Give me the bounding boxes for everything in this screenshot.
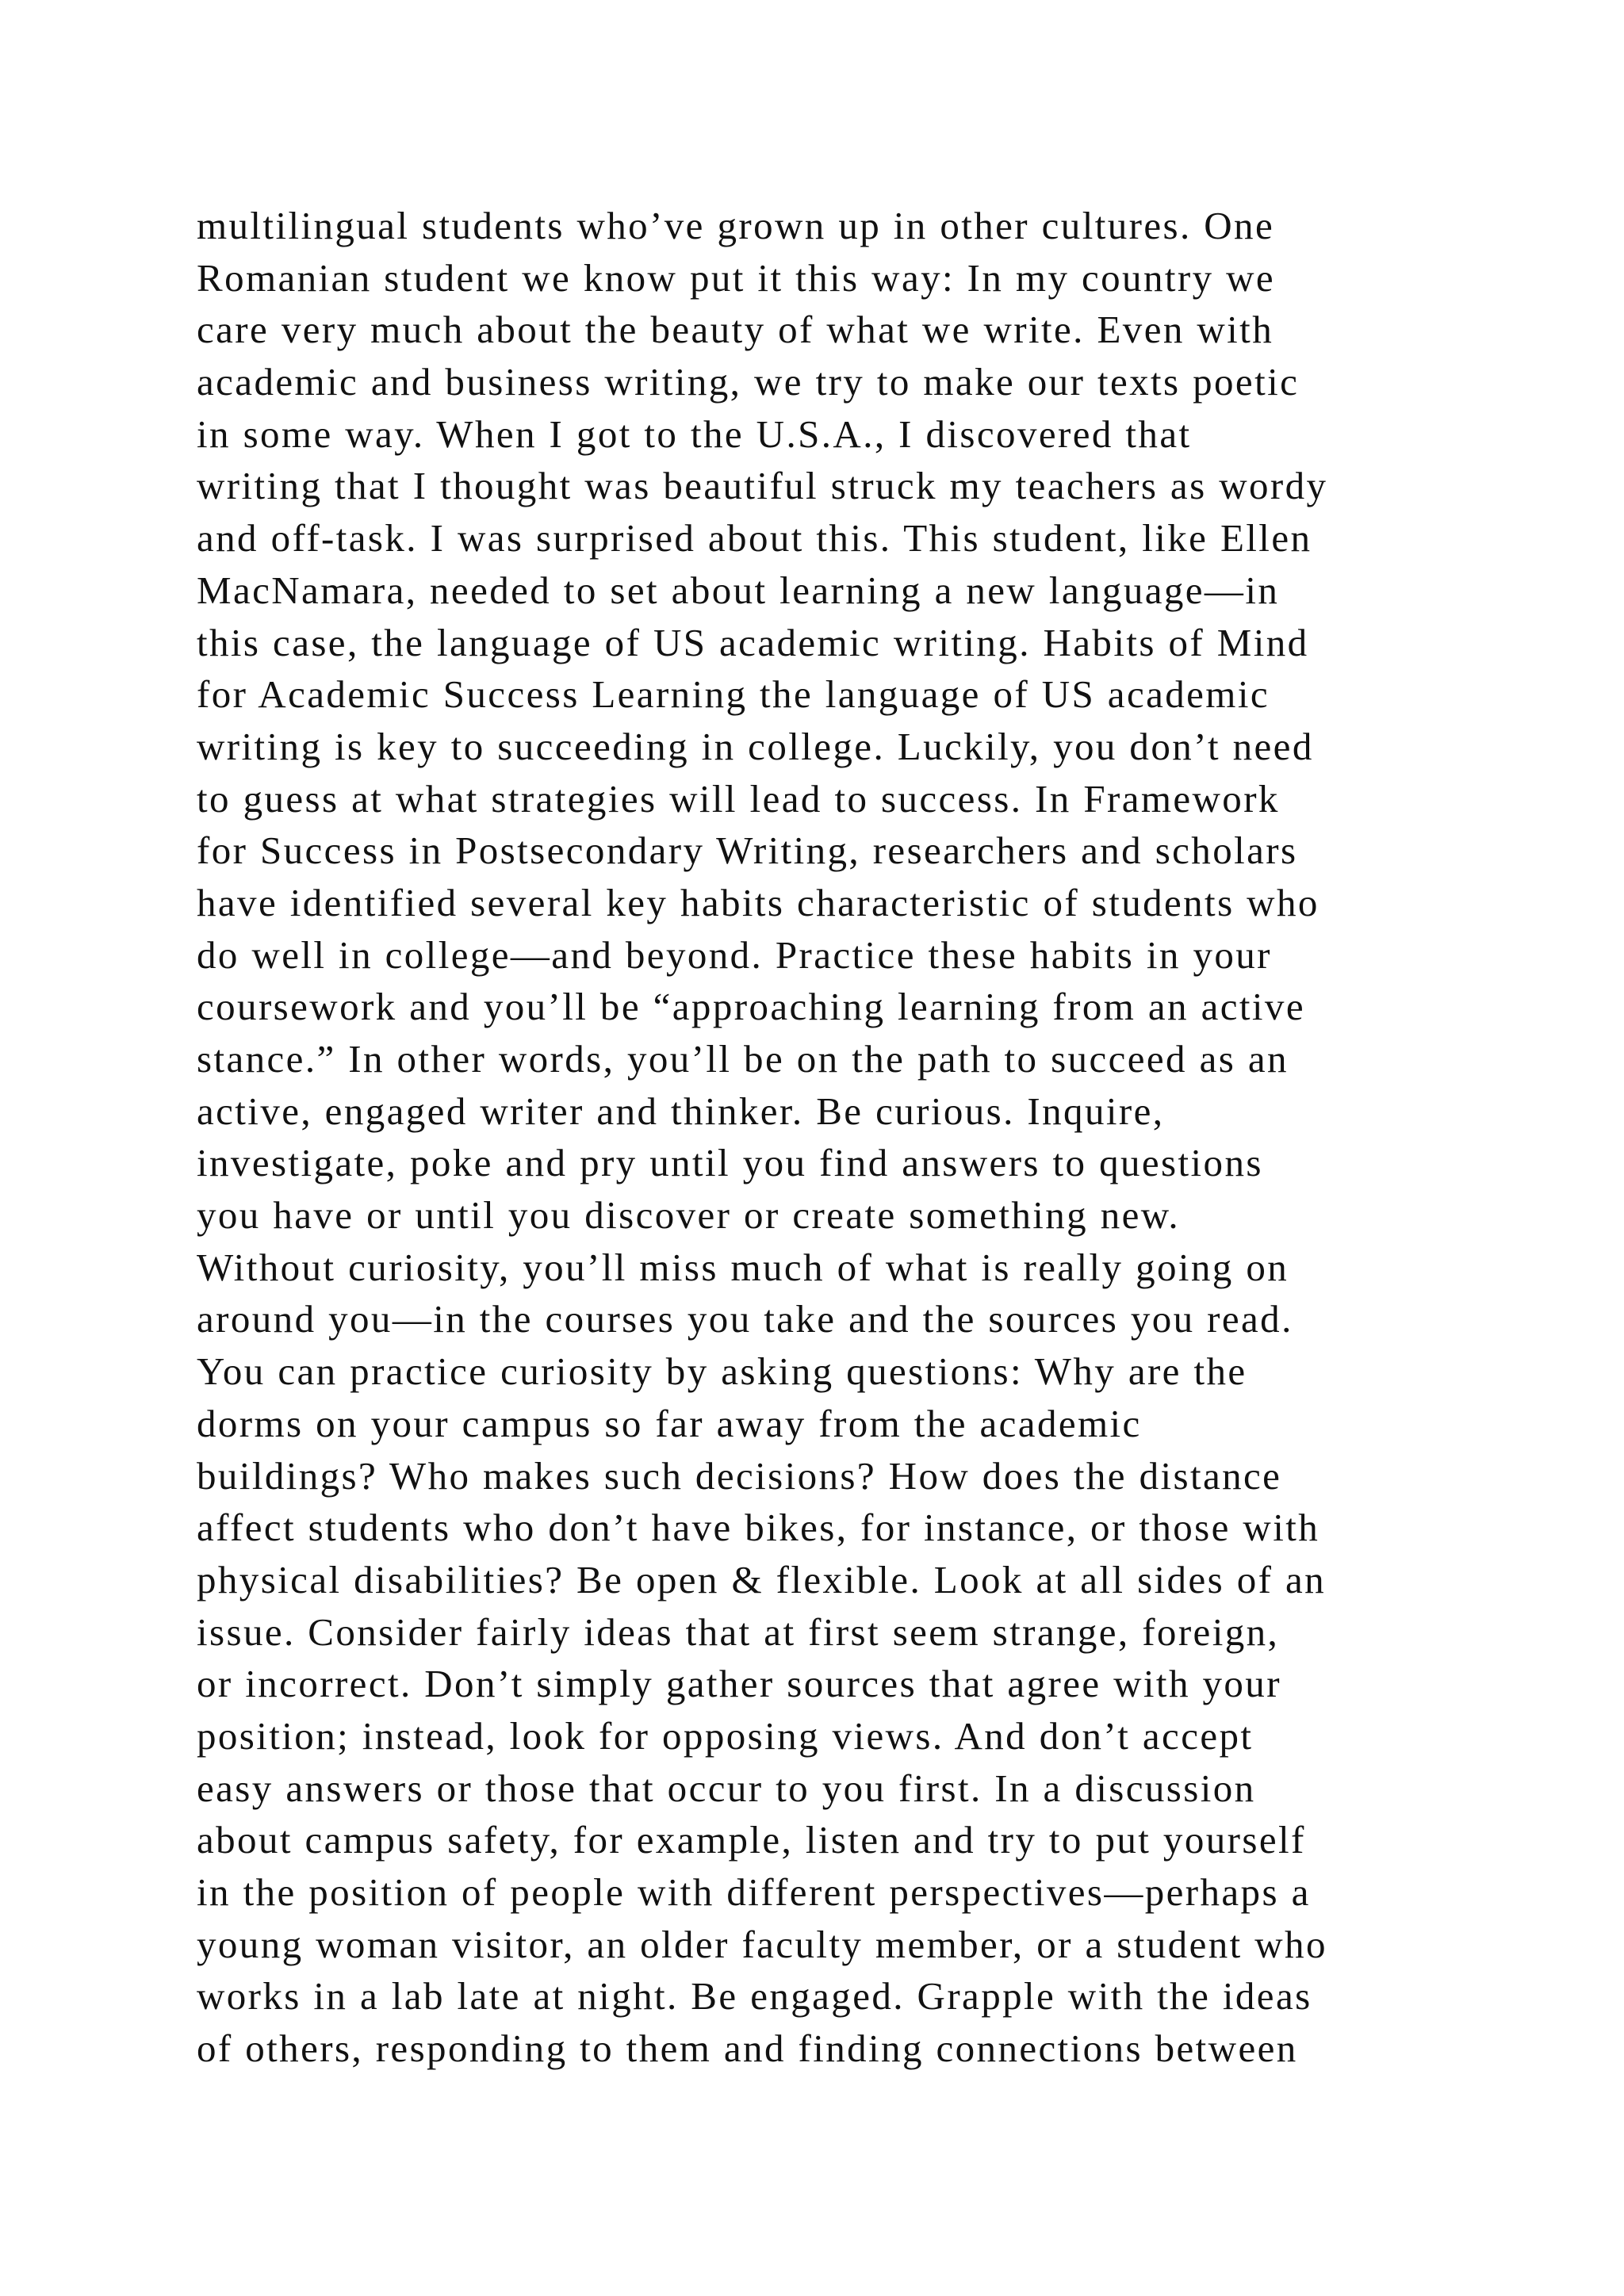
text-line-26: affect students who don’t have bikes, for instance, or those with <box>197 1506 1320 1550</box>
text-line-9: this case, the language of US academic writing. Habits of Mind <box>197 620 1309 664</box>
text-line-8: MacNamara, needed to set about learning a new language—in <box>197 568 1280 612</box>
text-line-32: about campus safety, for example, listen and try to put yourself <box>197 1818 1306 1862</box>
text-line-4: academic and business writing, we try to make our texts poetic <box>197 360 1300 404</box>
text-line-12: to guess at what strategies will lead to success. In Framework <box>197 776 1280 821</box>
text-line-23: You can practice curiosity by asking questions: Why are the <box>197 1349 1247 1394</box>
text-line-21: Without curiosity, you’ll miss much of what is really going on <box>197 1245 1289 1289</box>
text-line-33: in the position of people with different perspectives—perhaps a <box>197 1870 1311 1914</box>
text-line-28: issue. Consider fairly ideas that at first seem strange, foreign, <box>197 1609 1280 1654</box>
text-line-35: works in a lab late at night. Be engaged. Grapple with the ideas <box>197 1974 1312 2019</box>
text-line-1: multilingual students who’ve grown up in other cultures. One <box>197 204 1275 247</box>
text-line-24: dorms on your campus so far away from the academic <box>197 1401 1142 1445</box>
text-line-17: stance.” In other words, you’ll be on the path to succeed as an <box>197 1037 1289 1081</box>
text-line-36: of others, responding to them and finding connections between <box>197 2026 1298 2071</box>
text-line-13: for Success in Postsecondary Writing, researchers and scholars <box>197 828 1298 873</box>
text-line-3: care very much about the beauty of what we write. Even with <box>197 308 1274 352</box>
text-line-22: around you—in the courses you take and the sources you read. <box>197 1297 1293 1341</box>
text-line-6: writing that I thought was beautiful struck my teachers as wordy <box>197 464 1328 508</box>
text-line-11: writing is key to succeeding in college. Luckily, you don’t need <box>197 724 1314 768</box>
text-line-25: buildings? Who makes such decisions? How does the distance <box>197 1453 1282 1498</box>
text-line-14: have identified several key habits characteristic of students who <box>197 880 1320 924</box>
text-line-2: Romanian student we know put it this way: In my country we <box>197 255 1276 300</box>
text-line-34: young woman visitor, an older faculty member, or a student who <box>197 1922 1327 1966</box>
text-line-29: or incorrect. Don’t simply gather sources that agree with your <box>197 1662 1281 1706</box>
text-line-15: do well in college—and beyond. Practice these habits in your <box>197 932 1272 977</box>
text-line-16: coursework and you’ll be “approaching learning from an active <box>197 985 1305 1029</box>
text-line-27: physical disabilities? Be open & flexible. Look at all sides of an <box>197 1557 1327 1601</box>
body-text <box>197 200 1497 2075</box>
text-line-18: active, engaged writer and thinker. Be curious. Inquire, <box>197 1089 1165 1133</box>
text-line-30: position; instead, look for opposing views. And don’t accept <box>197 1713 1254 1758</box>
text-line-19: investigate, poke and pry until you find answers to questions <box>197 1141 1263 1185</box>
text-line-7: and off-task. I was surprised about this. This student, like Ellen <box>197 516 1312 561</box>
text-line-5: in some way. When I got to the U.S.A., I discovered that <box>197 411 1192 456</box>
text-line-20: you have or until you discover or create something new. <box>197 1193 1181 1238</box>
text-line-31: easy answers or those that occur to you first. In a discussion <box>197 1766 1256 1810</box>
text-line-10: for Academic Success Learning the language of US academic <box>197 672 1270 717</box>
